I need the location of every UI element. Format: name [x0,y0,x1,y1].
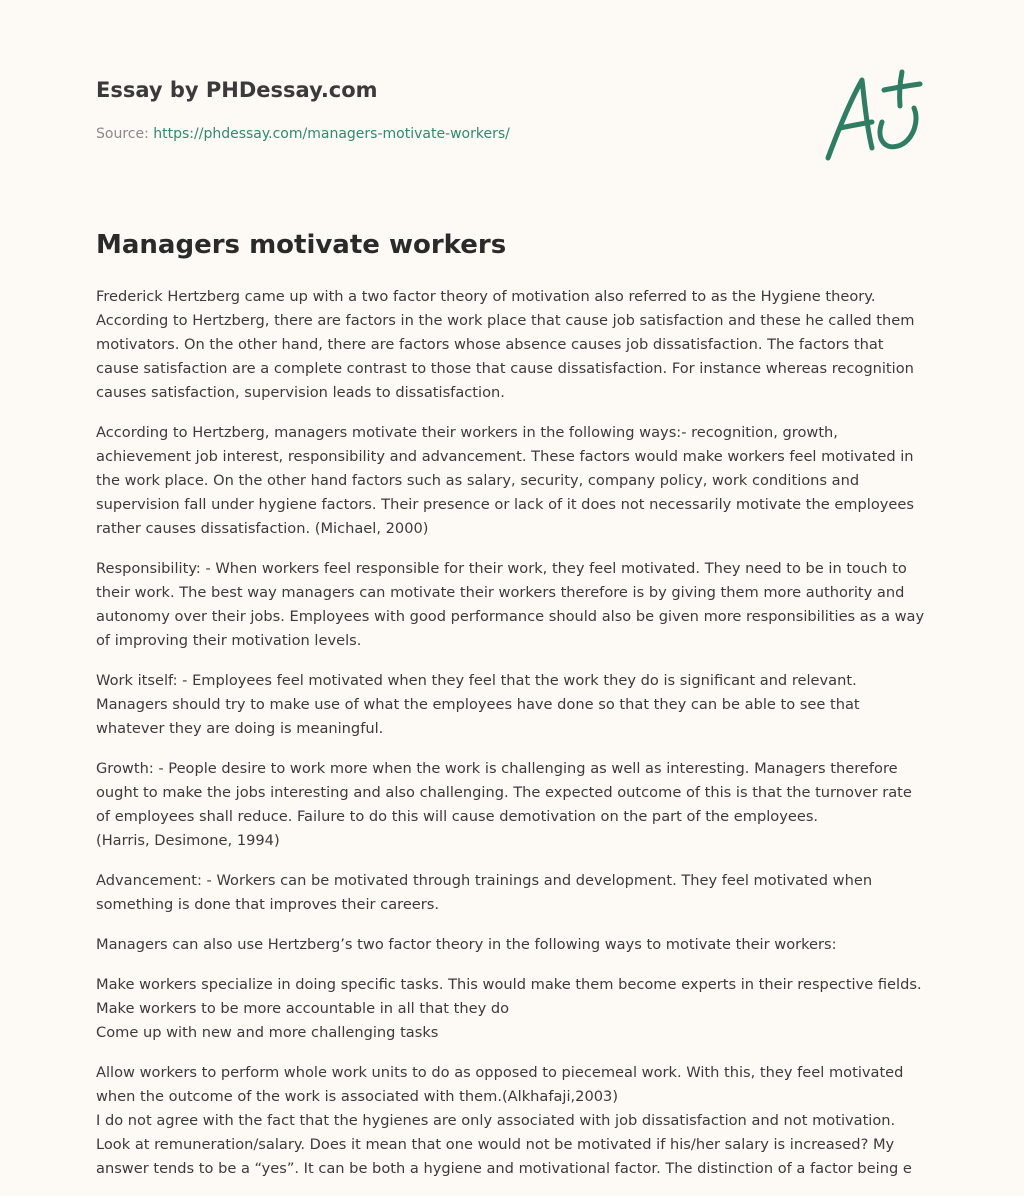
paragraph: Responsibility: - When workers feel responsible for their work, they feel motivated. They need to be in touch to their work. The best way managers can motivate their workers therefore is by giving them more authority and autonomy over their jobs. Employees with good performance should also be given more responsibilities as a way of improving their motivation levels. [96,560,925,649]
paragraph: Growth: - People desire to work more when the work is challenging as well as interesting. Managers therefore ought to make the jobs interesting and also challenging. The expected outcome of this is that the turnover rate of employees shall reduce. Failure to do this will cause demotivation on the part of the employees. [96,760,912,825]
page-header [96,74,928,144]
paragraph: Managers can also use Hertzberg’s two factor theory in the following ways to motivate their workers: [96,936,837,953]
a-plus-logo-icon [820,66,930,166]
essay-title: Managers motivate workers [96,230,507,260]
paragraph: Frederick Hertzberg came up with a two factor theory of motivation also referred to as the Hygiene theory. According to Hertzberg, there are factors in the work place that cause job satisfaction and these he called them motivators. On the other hand, there are factors whose absence causes job dissatisfaction. The factors that cause satisfaction are a complete contrast to those that cause dissatisfaction. For instance whereas recognition causes satisfaction, supervision leads to dissatisfaction. [96,288,915,401]
essay-body [96,285,930,1196]
citation-line: (Harris, Desimone, 1994) [96,832,280,849]
paragraph: Allow workers to perform whole work units to do as opposed to piecemeal work. With this, they feel motivated when the outcome of the work is associated with them.(Alkhafaji,2003) [96,1064,904,1105]
source-label: Source: [96,126,149,142]
list-item: Make workers specialize in doing specific tasks. This would make them become experts in their respective fields. [96,976,922,993]
source-line [96,124,928,144]
paragraph: According to Hertzberg, managers motivate their workers in the following ways:- recognition, growth, achievement job interest, responsibility and advancement. These factors would make workers feel motivated in the work place. On the other hand factors such as salary, security, company policy, work conditions and supervision fall under hygiene factors. Their presence or lack of it does not necessarily motivate the employees rather causes dissatisfaction. (Michael, 2000) [96,424,914,537]
source-link[interactable]: https://phdessay.com/managers-motivate-workers/ [153,126,510,142]
list-item: Make workers to be more accountable in all that they do [96,1000,510,1017]
paragraph: I do not agree with the fact that the hygienes are only associated with job dissatisfaction and not motivation. Look at remuneration/salary. Does it mean that one would not be motivated if his/her salary is increased? My answer tends to be a “yes”. It can be both a hygiene and motivational factor. The distinction of a factor being e [96,1112,912,1177]
paragraph: Advancement: - Workers can be motivated through trainings and development. They feel motivated when something is done that improves their careers. [96,872,873,913]
paragraph: Work itself: - Employees feel motivated when they feel that the work they do is significant and relevant. Managers should try to make use of what the employees have done so that they can be able to see that whatever they are doing is meaningful. [96,672,860,737]
a-plus-logo-svg [820,66,930,166]
site-title: Essay by PHDessay.com [96,78,378,102]
list-item: Come up with new and more challenging tasks [96,1024,439,1041]
